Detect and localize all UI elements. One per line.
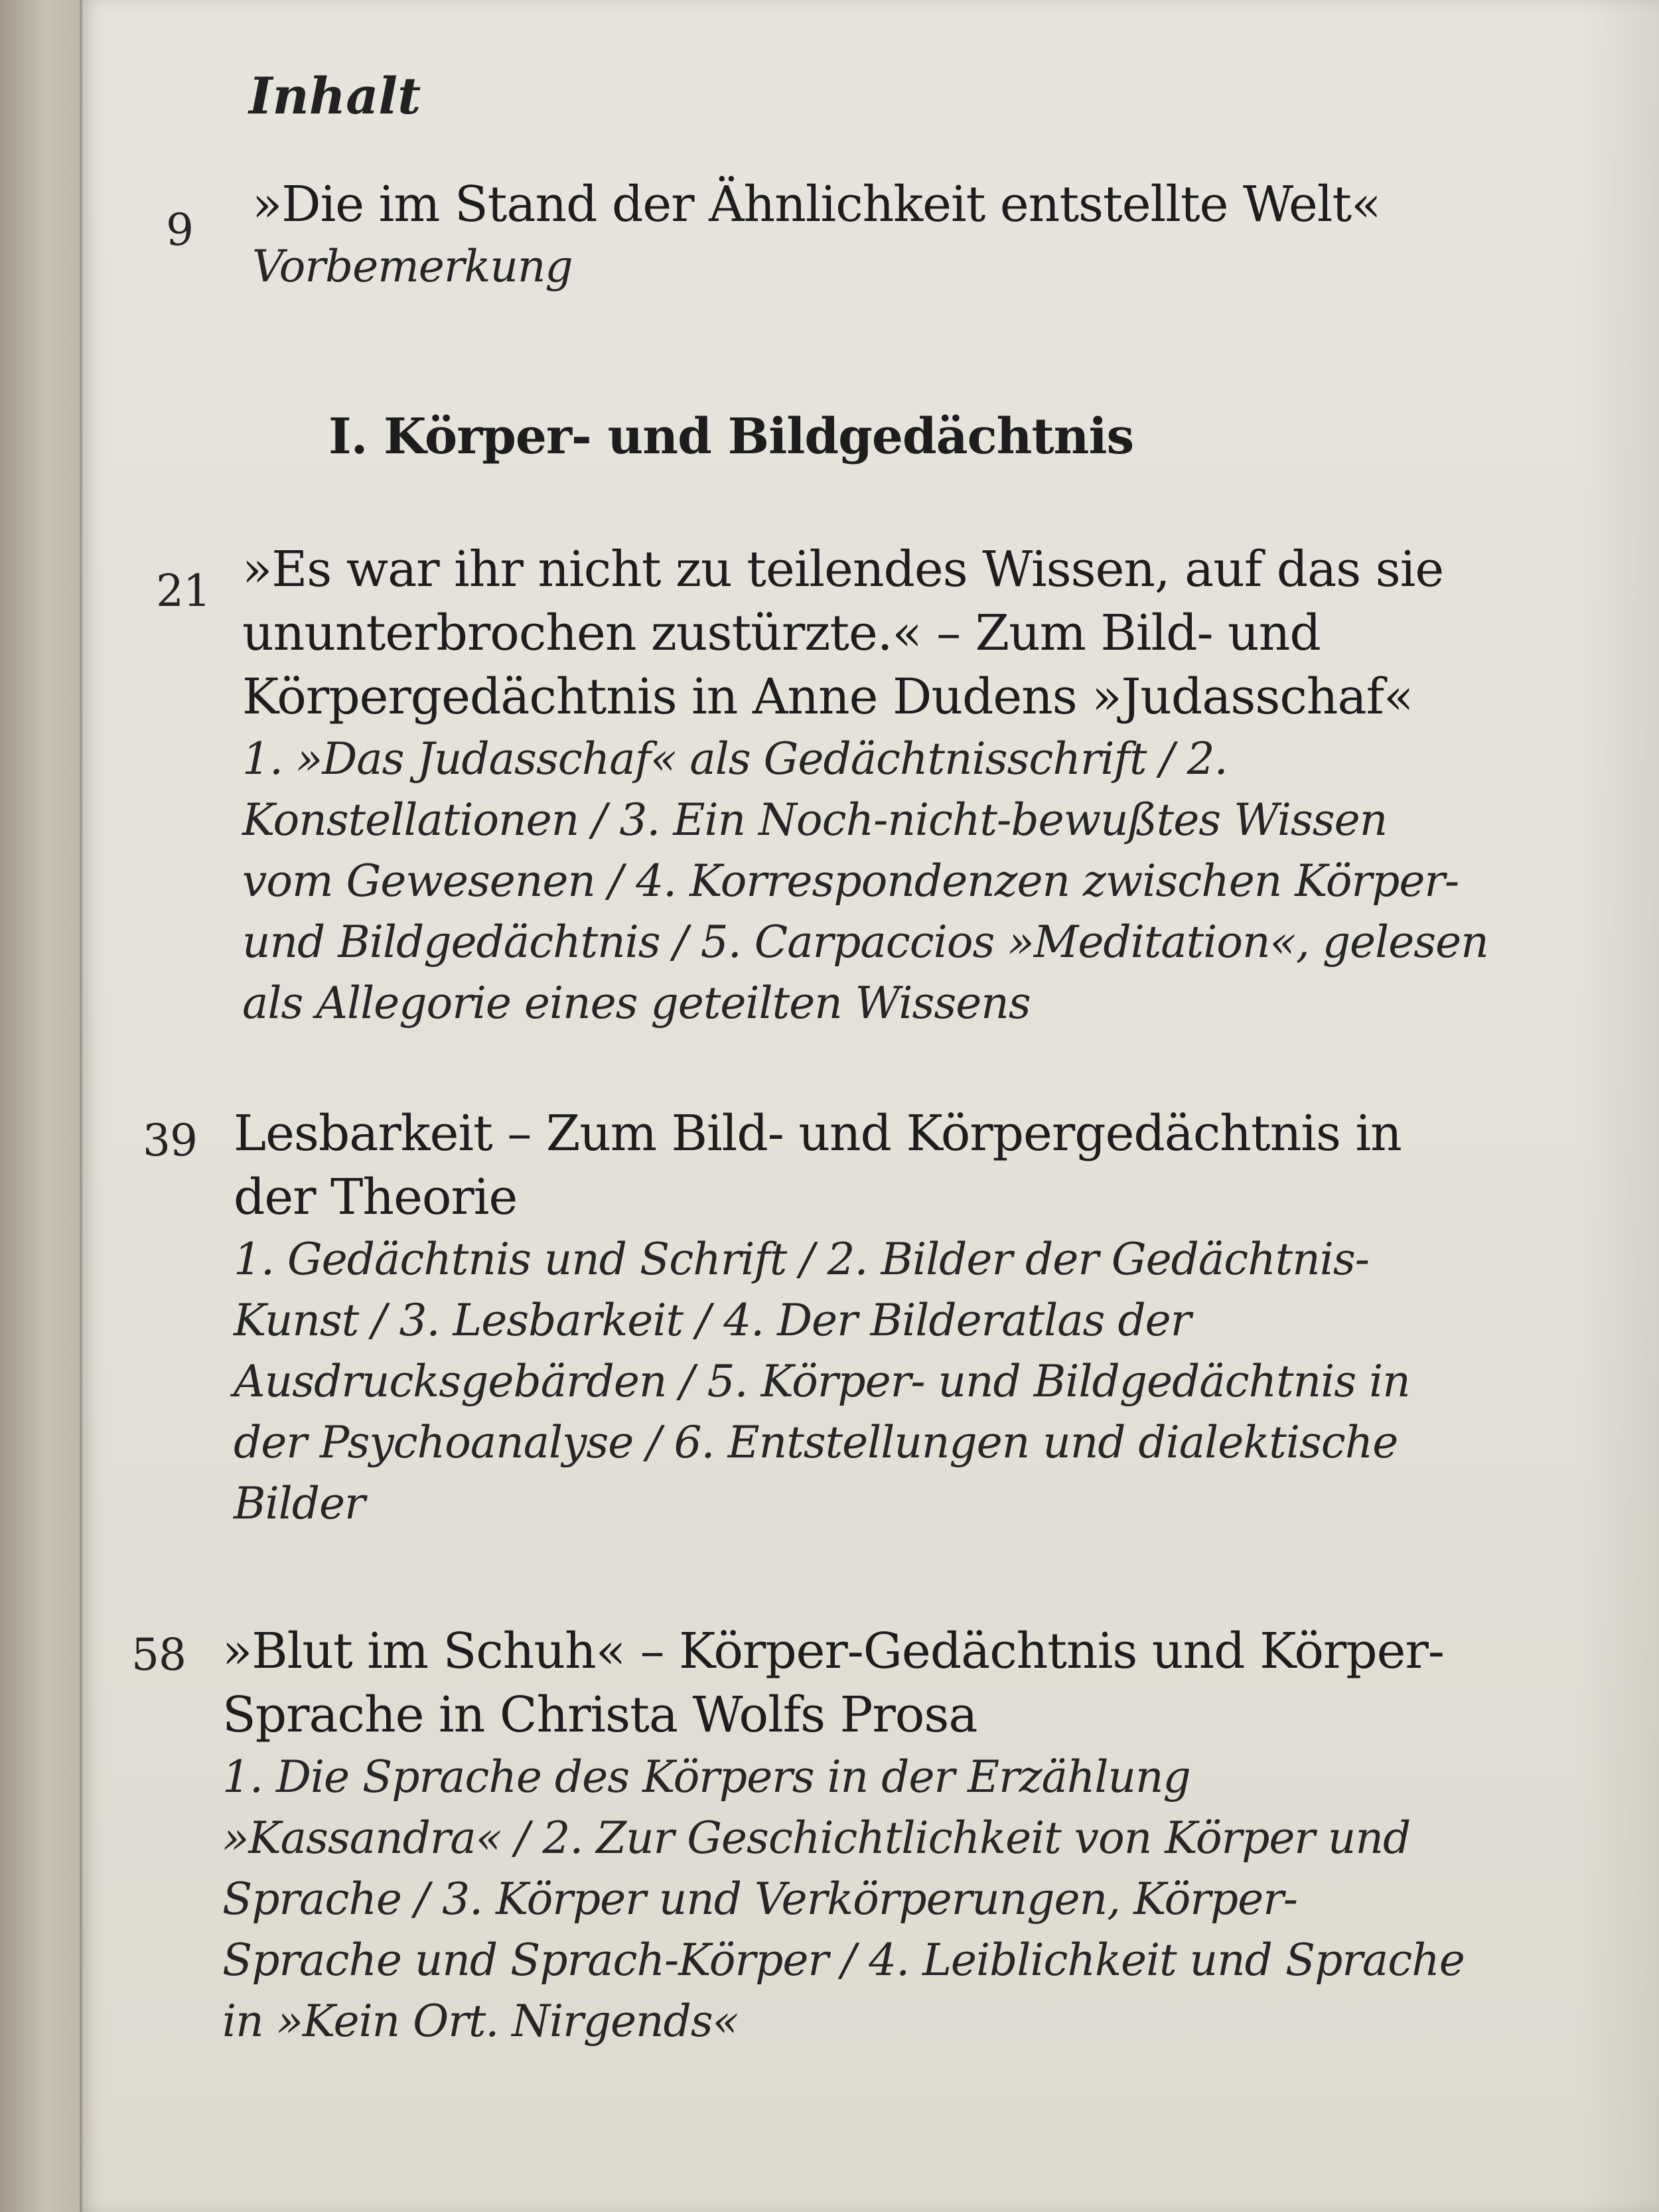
entry-subtitle: Vorbemerkung (252, 241, 573, 292)
entry-subtitle: 1. »Das Judasschaf« als Gedächtnisschrift / 2. Konstellationen / 3. Ein Noch-nicht-bewußtes Wissen vom Gewesenen / 4. Korrespondenzen zwischen Körper- und Bildgedächtnis / 5. Carpaccios »Meditation«, gelesen als Allegorie eines geteilten Wissens (242, 733, 1488, 1029)
entry-text (222, 1619, 1470, 2052)
entry-text (242, 538, 1490, 1034)
entry-title: »Die im Stand der Ähnlichkeit entstellte Welt« (252, 176, 1381, 233)
entry-title: »Blut im Schuh« – Körper-Gedächtnis und Körper-Sprache in Christa Wolfs Prosa (222, 1623, 1444, 1743)
entry-title: Lesbarkeit – Zum Bild- und Körpergedächtnis in der Theorie (234, 1105, 1402, 1226)
section-title: I. Körper- und Bildgedächtnis (328, 408, 1134, 465)
page-shade (1579, 0, 1659, 2212)
page-number: 58 (131, 1629, 186, 1680)
entry-title: »Es war ihr nicht zu teilendes Wissen, auf das sie ununterbrochen zustürzte.« – Zum Bild- und Körpergedächtnis in Anne Dudens »Judasschaf« (242, 541, 1444, 725)
page-number: 21 (156, 565, 210, 617)
page-edge (80, 0, 82, 2212)
page-number: 39 (143, 1115, 197, 1166)
entry-text (234, 1102, 1481, 1534)
toc-heading: Inhalt (249, 66, 421, 125)
entry-subtitle: 1. Gedächtnis und Schrift / 2. Bilder der Gedächtnis-Kunst / 3. Lesbarkeit / 4. Der Bilderatlas der Ausdrucksgebärden / 5. Körper- und Bildgedächtnis in der Psychoanalyse / 6. Entstellungen und dialektische Bilder (234, 1234, 1410, 1529)
book-page (80, 0, 1659, 2212)
entry-subtitle: 1. Die Sprache des Körpers in der Erzählung »Kassandra« / 2. Zur Geschichtlichkeit von Körper und Sprache / 3. Körper und Verkörperungen, Körper-Sprache und Sprach-Körper / 4. Leiblichkeit und Sprache in »Kein Ort. Nirgends« (222, 1751, 1465, 2047)
entry-text (252, 173, 1500, 297)
page-number: 9 (166, 204, 193, 256)
